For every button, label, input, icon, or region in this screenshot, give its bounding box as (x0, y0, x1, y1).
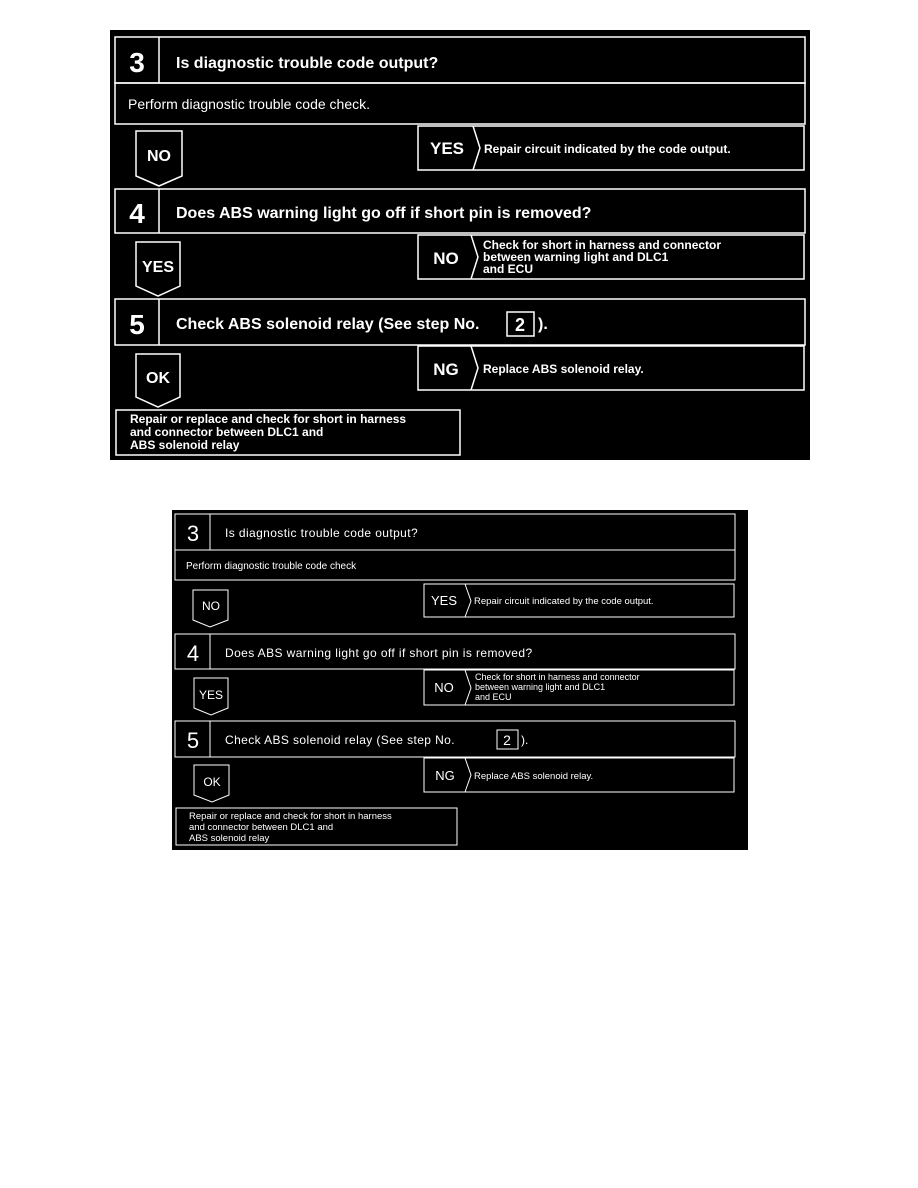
step-3-instruction: Perform diagnostic trouble code check. (128, 96, 371, 112)
step-5-ok-label-lower: OK (203, 775, 221, 789)
step-3-yes-branch-lower (424, 584, 734, 617)
step-4-number-lower: 4 (186, 641, 200, 666)
step-4-no-action-line3-lower: and ECU (475, 692, 512, 702)
step-4-no-branch-lower (424, 670, 734, 705)
step-5-ok-action-line1-lower: Repair or replace and check for short in harness (189, 811, 392, 822)
step-5-ok-branch-lower (194, 765, 229, 802)
step-5-ng-action-lower: Replace ABS solenoid relay. (474, 771, 594, 782)
step-3-no-label-lower: NO (202, 599, 220, 613)
step-4-no-action-line1-lower: Check for short in harness and connector (475, 672, 640, 682)
step-5-ng-label: NG (433, 360, 459, 379)
step-5-ng-action: Replace ABS solenoid relay. (483, 362, 644, 376)
step-4-no-action-line1: Check for short in harness and connector (483, 238, 722, 252)
step-5-header (115, 299, 805, 345)
step-3-instruction-box-lower (175, 550, 735, 580)
step-5-step-ref: 2 (514, 315, 526, 335)
step-3-question: Is diagnostic trouble code output? (176, 55, 439, 72)
step-5-ok-action-line1: Repair or replace and check for short in harness (130, 412, 407, 426)
step-5-ok-action-line2: and connector between DLC1 and (130, 425, 324, 439)
step-5-step-ref-lower: 2 (503, 732, 511, 748)
step-4-no-action-line3: and ECU (483, 262, 534, 276)
step-5-number-lower: 5 (186, 728, 200, 753)
step-5-question-suffix: ). (538, 316, 548, 333)
step-3-instruction-lower: Perform diagnostic trouble code check (186, 561, 357, 572)
step-3-question-lower: Is diagnostic trouble code output? (225, 526, 419, 540)
step-3-header-lower (175, 514, 735, 550)
flowchart-panel-bottom (172, 510, 748, 850)
step-5-header-lower (175, 721, 735, 757)
step-4-no-action-line2: between warning light and DLC1 (483, 250, 669, 264)
step-3-yes-label-lower: YES (430, 593, 458, 608)
step-4-no-branch (418, 235, 804, 279)
step-3-yes-label: YES (429, 139, 465, 158)
step-4-no-label-lower: NO (434, 680, 454, 695)
step-5-ng-branch-lower (424, 758, 734, 792)
step-5-question-prefix-lower: Check ABS solenoid relay (See step No. (225, 733, 455, 747)
step-5-ok-action-line2-lower: and connector between DLC1 and (189, 822, 334, 833)
step-5-ng-branch (418, 346, 804, 390)
step-3-no-branch (136, 131, 182, 186)
step-5-ng-label-lower: NG (435, 768, 455, 783)
step-3-header (115, 37, 805, 83)
step-3-yes-action: Repair circuit indicated by the code output. (484, 142, 731, 156)
step-5-ok-branch (136, 354, 180, 407)
step-3-number: 3 (129, 47, 145, 78)
step-3-no-branch-lower (193, 590, 228, 627)
step-5-number: 5 (129, 309, 145, 340)
step-5-ok-action-line3: ABS solenoid relay (130, 438, 240, 452)
step-5-ok-action-box (116, 410, 460, 455)
step-5-question-suffix-lower: ). (521, 733, 529, 747)
step-3-yes-branch (418, 126, 804, 170)
flowchart-panel-top (110, 30, 810, 460)
step-4-header-lower (175, 634, 735, 669)
step-4-yes-branch-lower (194, 678, 228, 715)
step-5-ok-action-line3-lower: ABS solenoid relay (189, 833, 270, 844)
step-4-question-lower: Does ABS warning light go off if short pin is removed? (225, 646, 533, 660)
step-5-ok-action-box-lower (176, 808, 457, 845)
step-4-question: Does ABS warning light go off if short pin is removed? (176, 205, 592, 222)
step-5-ok-label: OK (146, 370, 170, 387)
step-4-number: 4 (129, 198, 145, 229)
step-4-yes-branch (136, 242, 180, 296)
step-3-yes-action-lower: Repair circuit indicated by the code output. (474, 596, 654, 607)
step-3-number-lower: 3 (186, 521, 200, 546)
step-5-question-prefix: Check ABS solenoid relay (See step No. (176, 316, 480, 333)
step-4-no-label: NO (433, 249, 459, 268)
step-3-instruction-box (115, 83, 805, 124)
step-4-no-action-line2-lower: between warning light and DLC1 (475, 682, 606, 692)
step-4-header (115, 189, 805, 233)
step-3-no-label: NO (147, 148, 171, 165)
step-4-yes-label: YES (141, 259, 175, 276)
step-4-yes-label-lower: YES (198, 688, 224, 702)
